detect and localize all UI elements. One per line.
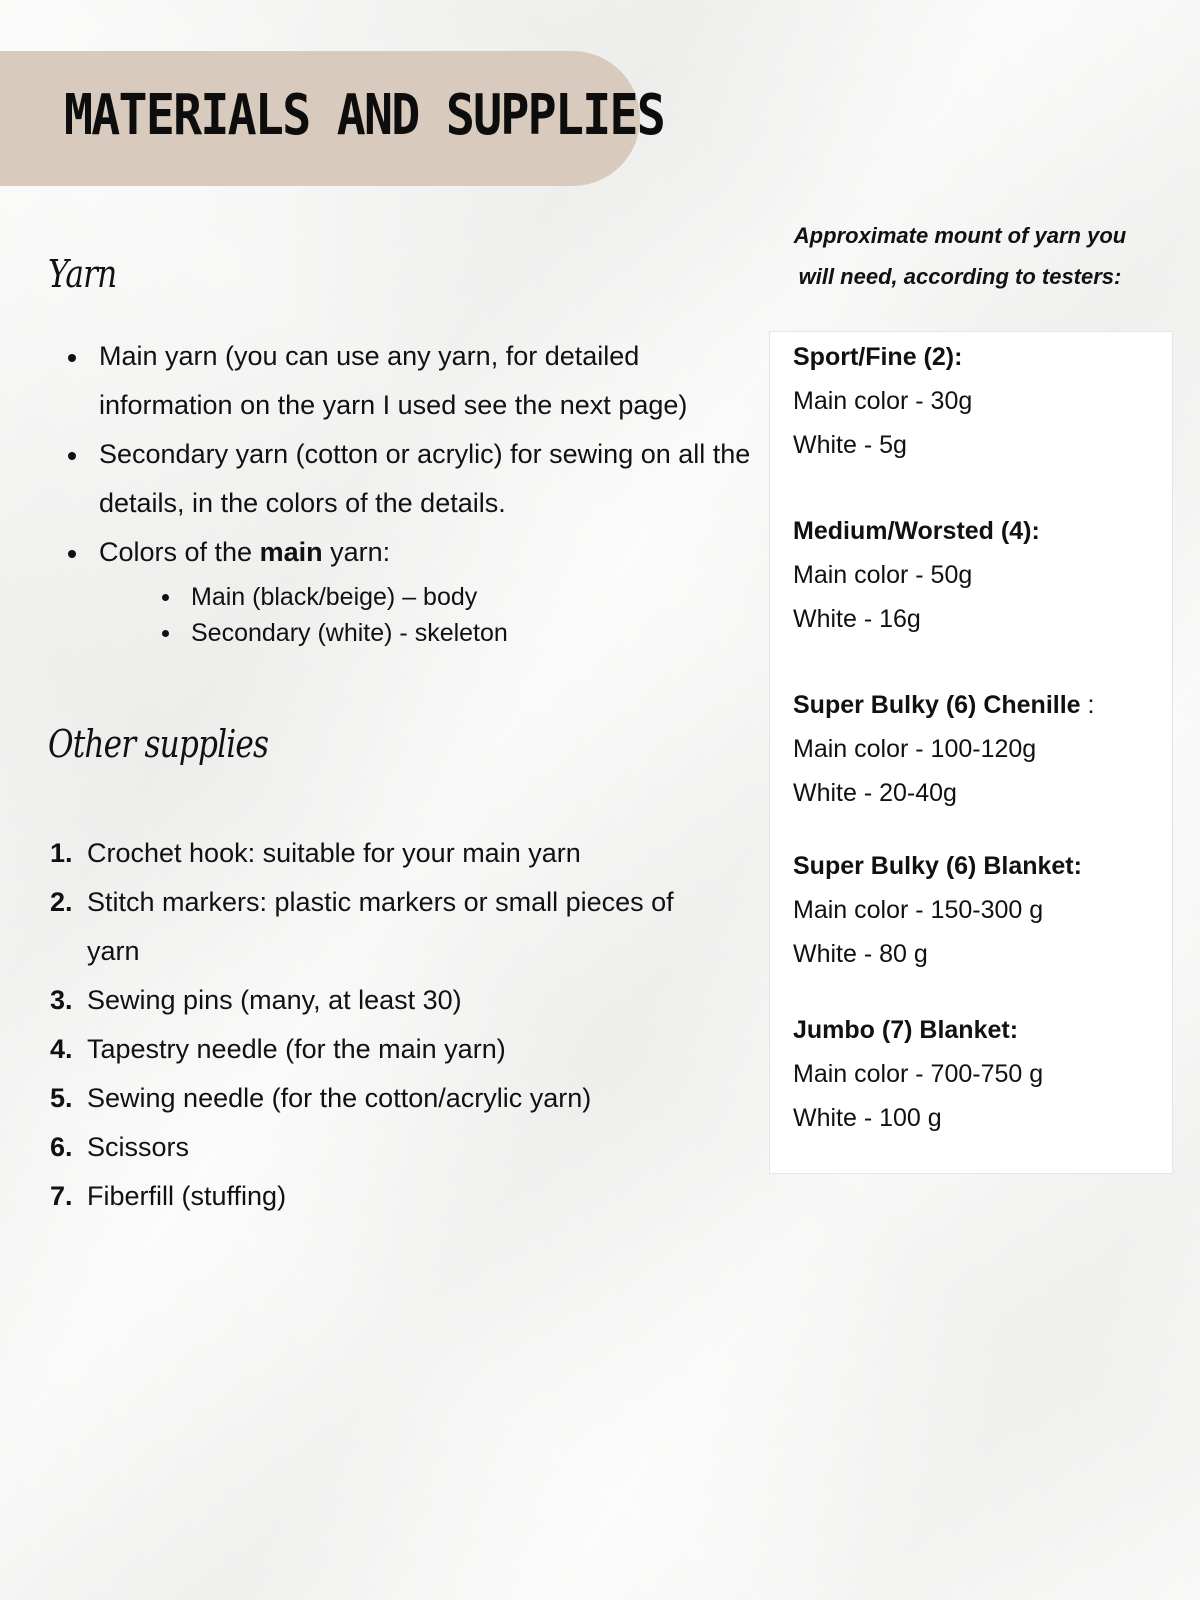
- yarn-weight-group: [793, 335, 1163, 467]
- supply-item: [50, 1172, 750, 1221]
- yarn-amount-note-line2: will need, according to testers:: [798, 264, 1122, 289]
- supply-text-continued: yarn: [87, 936, 140, 966]
- supply-item: [50, 878, 750, 976]
- supply-text: Fiberfill (stuffing): [87, 1181, 287, 1211]
- yarn-item-main: [48, 332, 768, 430]
- page-title: MATERIALS AND SUPPLIES: [64, 83, 665, 148]
- yarn-item-secondary: [48, 430, 768, 528]
- main-color-amount: Main color - 50g: [793, 561, 973, 589]
- white-amount: White - 20-40g: [793, 779, 957, 807]
- yarn-colors-before: Colors of the: [99, 537, 260, 567]
- white-amount: White - 80 g: [793, 940, 928, 968]
- supply-number: 6.: [50, 1132, 73, 1162]
- main-color-amount: Main color - 100-120g: [793, 735, 1037, 763]
- yarn-colors-after: yarn:: [322, 537, 391, 567]
- yarn-color-item: Main (black/beige) – body: [99, 579, 768, 615]
- yarn-weight-group: [793, 509, 1163, 641]
- supply-number: 5.: [50, 1083, 73, 1113]
- yarn-weight-name: Super Bulky (6) Chenille: [793, 691, 1081, 719]
- supply-number: 7.: [50, 1181, 73, 1211]
- yarn-weight-name: Jumbo (7) Blanket:: [793, 1016, 1019, 1044]
- yarn-amount-note-line1: Approximate mount of yarn you: [793, 223, 1127, 248]
- other-supplies-heading: Other supplies: [48, 722, 269, 766]
- yarn-amount-box: [769, 331, 1173, 1174]
- supply-item: [50, 1025, 750, 1074]
- supply-item: [50, 1123, 750, 1172]
- yarn-heading: Yarn: [48, 252, 117, 296]
- supply-number: 2.: [50, 887, 73, 917]
- white-amount: White - 5g: [793, 431, 907, 459]
- yarn-list: [48, 332, 768, 651]
- supplies-list: [50, 829, 750, 1221]
- yarn-weight-name-suffix: :: [1080, 691, 1095, 719]
- supply-text: Crochet hook: suitable for your main yarn: [87, 838, 581, 868]
- yarn-item-text: Main yarn (you can use any yarn, for detailed information on the yarn I used see the next page): [99, 341, 688, 420]
- yarn-weight-group: [793, 683, 1163, 815]
- yarn-amount-note: [770, 215, 1150, 297]
- supply-text: Stitch markers: plastic markers or small pieces of: [87, 887, 674, 917]
- yarn-weight-name: Sport/Fine (2):: [793, 343, 963, 371]
- supply-number: 3.: [50, 985, 73, 1015]
- yarn-color-item: Secondary (white) - skeleton: [99, 615, 768, 651]
- yarn-colors-bold: main: [259, 537, 323, 567]
- main-color-amount: Main color - 700-750 g: [793, 1060, 1044, 1088]
- supply-text: Sewing pins (many, at least 30): [87, 985, 462, 1015]
- yarn-colors-list: [99, 579, 768, 651]
- yarn-weight-name: Medium/Worsted (4):: [793, 517, 1040, 545]
- yarn-item-colors: [48, 528, 768, 651]
- supply-text: Tapestry needle (for the main yarn): [87, 1034, 506, 1064]
- supply-number: 1.: [50, 838, 73, 868]
- yarn-weight-name-wrapper: [793, 683, 1163, 727]
- white-amount: White - 100 g: [793, 1104, 942, 1132]
- yarn-weight-name: Super Bulky (6) Blanket:: [793, 852, 1082, 880]
- supply-text: Scissors: [87, 1132, 190, 1162]
- yarn-item-text: Secondary yarn (cotton or acrylic) for sewing on all the details, in the colors of the details.: [99, 439, 751, 518]
- supply-number: 4.: [50, 1034, 73, 1064]
- main-color-amount: Main color - 30g: [793, 387, 973, 415]
- supply-text: Sewing needle (for the cotton/acrylic yarn): [87, 1083, 592, 1113]
- yarn-weight-group: [793, 1008, 1163, 1140]
- supply-item: [50, 976, 750, 1025]
- supply-item: [50, 829, 750, 878]
- yarn-weight-group: [793, 844, 1163, 976]
- white-amount: White - 16g: [793, 605, 921, 633]
- main-color-amount: Main color - 150-300 g: [793, 896, 1044, 924]
- supply-item: [50, 1074, 750, 1123]
